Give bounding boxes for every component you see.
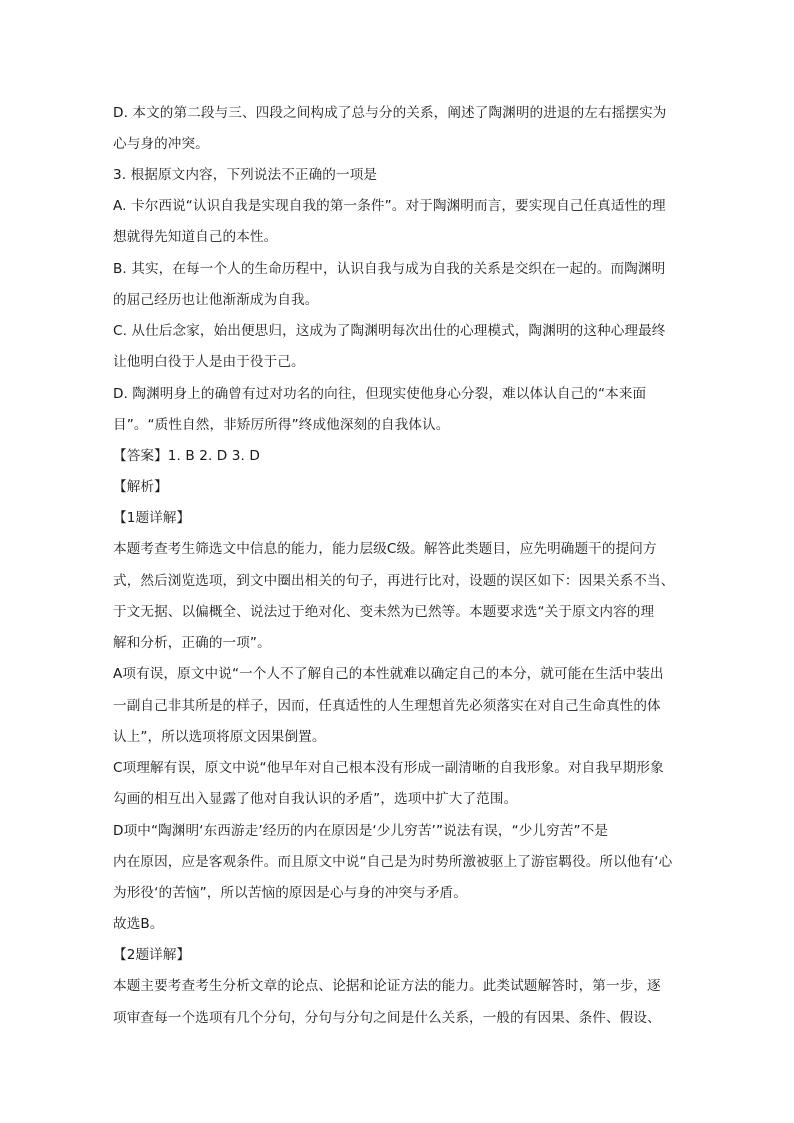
q1-c-analysis-line-1: C项理解有误，原文中说“他早年对自己根本没有形成一副清晰的自我形象。对自我早期形象	[113, 760, 664, 776]
answer-key: 【答案】1. B 2. D 3. D	[113, 448, 260, 464]
q3-option-d-line-2: 目”。“质性自然，非矫厉所得”终成他深刻的自我体认。	[113, 417, 450, 433]
q1-detail-line-3: 于文无据、以偏概全、说法过于绝对化、变未然为已然等。本题要求选“关于原文内容的理	[113, 604, 655, 620]
q1-a-analysis-line-2: 一副自己非其所是的样子，因而，任真适性的人生理想首先必须落实在对自己生命真性的体	[113, 698, 661, 714]
q1-detail-line-4: 解和分析，正确的一项”。	[113, 635, 271, 651]
q1-detail-heading: 【1题详解】	[113, 510, 191, 526]
q3-option-b-line-1: B. 其实，在每一个人的生命历程中，认识自我与成为自我的关系是交织在一起的。而陶渊明	[113, 261, 666, 277]
analysis-heading: 【解析】	[113, 479, 168, 495]
q3-option-a-line-2: 想就得先知道自己的本性。	[113, 229, 278, 245]
q3-option-a-line-1: A. 卡尔西说“认识自我是实现自我的第一条件”。对于陶渊明而言，要实现自己任真适性的理	[113, 198, 666, 214]
q1-d-analysis-line-3: 为形役‘的苦恼”，所以苦恼的原因是心与身的冲突与矛盾。	[113, 885, 467, 901]
option-d-line-1: D. 本文的第二段与三、四段之间构成了总与分的关系，阐述了陶渊明的进退的左右摇摆实为	[113, 105, 667, 121]
q3-option-d-line-1: D. 陶渊明身上的确曾有过对功名的向往，但现实使他身心分裂，难以体认自己的“本来面	[113, 386, 647, 402]
q2-detail-heading: 【2题详解】	[113, 947, 191, 963]
question-3-stem: 3. 根据原文内容，下列说法不正确的一项是	[113, 167, 378, 183]
q3-option-c-line-2: 让他明白役于人是由于役于己。	[113, 354, 305, 370]
q1-a-analysis-line-1: A项有误，原文中说“一个人不了解自己的本性就难以确定自己的本分，就可能在生活中装出	[113, 666, 664, 682]
q1-c-analysis-line-2: 勾画的相互出入显露了他对自我认识的矛盾”，选项中扩大了范围。	[113, 791, 518, 807]
q3-option-c-line-1: C. 从仕后念家，始出便思归，这成为了陶渊明每次出仕的心理模式，陶渊明的这种心理最终	[113, 323, 666, 339]
q3-option-b-line-2: 的屈己经历也让他渐渐成为自我。	[113, 292, 319, 308]
q1-detail-line-1: 本题考查考生筛选文中信息的能力，能力层级C级。解答此类题目，应先明确题干的提问方	[113, 541, 657, 557]
q1-detail-line-2: 式，然后浏览选项，到文中圈出相关的句子，再进行比对，设题的误区如下：因果关系不当、	[113, 573, 675, 589]
option-d-line-2: 心与身的冲突。	[113, 136, 209, 152]
q2-detail-line-2: 项审查每一个选项有几个分句，分句与分句之间是什么关系，一般的有因果、条件、假设、	[113, 1010, 661, 1026]
q1-a-analysis-line-3: 认上”，所以选项将原文因果倒置。	[113, 729, 326, 745]
q1-d-analysis-line-2: 内在原因，应是客观条件。而且原文中说“自己是为时势所激被驱上了游宦羁役。所以他有‘心	[113, 854, 673, 870]
q1-conclusion: 故选B。	[113, 916, 164, 932]
q2-detail-line-1: 本题主要考查考生分析文章的论点、论据和论证方法的能力。此类试题解答时，第一步，逐	[113, 978, 661, 994]
q1-d-analysis-line-1: D项中“陶渊明‘东西游走’经历的内在原因是‘少儿穷苦’”说法有误，“少儿穷苦”不是	[113, 823, 609, 839]
